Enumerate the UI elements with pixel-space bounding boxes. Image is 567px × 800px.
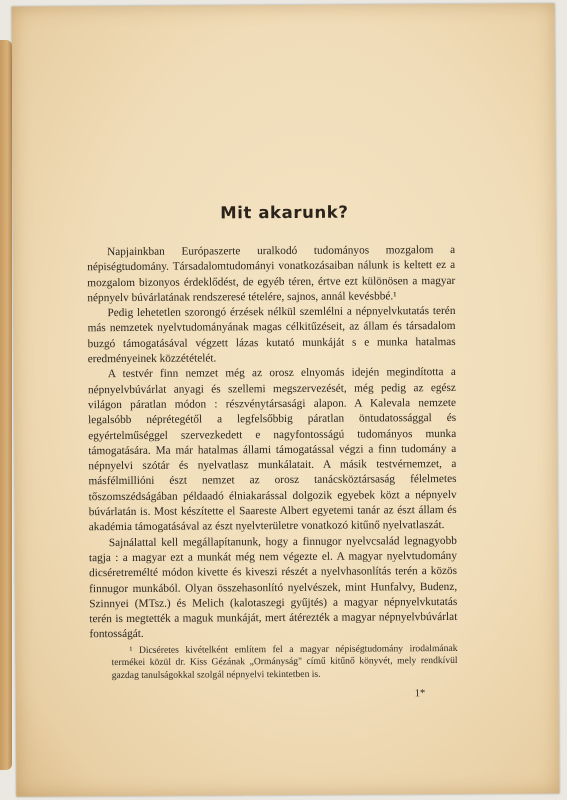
paragraph-3: A testvér finn nemzet még az orosz elnyomás idején megindította a népnyelvbúvárlat anyagi és szellemi megszervezését, még pedig az egész világon páratlan módon : részvénytársasági alapon. A Kalevala nemzete legalsóbb néprétegétől a legfelsőbbig páratlan öntudatossággal és egyértelműséggel szervezkedett e nagyfontosságú tudományos munka támogatására. Ma már hatalmas állami támogatással végzi a finn tudomány a népnyelvi szótár és nyelvatlasz munkálatait. A másik testvérnemzet, a másfélmillióni észt nemzet az orosz tanácsköztársaság félelmetes tőszomszédságában példaadó élniakarással dolgozik egyebek közt a népnyelv búvárlatán is. Most készítette el Saareste Albert egyetemi tanár az észt állam és akadémia támogatásával az észt nyelvterületre vonatkozó kitűnő nyelvatlaszát. xyxy=(87,366,457,534)
previous-page-edge xyxy=(0,40,12,770)
body-text xyxy=(87,243,457,643)
page-title: Mit akarunk? xyxy=(220,202,349,223)
footnote xyxy=(111,643,457,682)
printer-signature: 1* xyxy=(414,688,426,700)
book-page xyxy=(12,3,560,796)
paragraph-2: Pedig lehetetlen szorongó érzések nélkül szemlélni a népnyelvkutatás terén más nemzetek nyelvtudományának magas célkitűzéseit, az állam és társadalom buzgó támogatásával végzett lázas kutató munkáját s e munka hatalmas eredményeinek közzétételét. xyxy=(87,305,456,366)
paragraph-1: Napjainkban Európaszerte uralkodó tudományos mozgalom a népiségtudomány. Társadalomtudományi vonatkozásaiban nálunk is keltett ez a mozgalom bizonyos érdeklődést, de egyéb téren, értve ezt különösen a magyar népnyelv búvárlatának rendszeresé tételére, sajnos, annál kevésbbé.¹ xyxy=(87,243,456,305)
footnote-text: ¹ Dicséretes kivételként említem fel a magyar népiségtudomány irodalmának termékei közül dr. Kiss Gézának „Ormányság" című kitűnő könyvét, mely rendkívül gazdag tanulságokkal szolgál népnyelvi tekintetben is. xyxy=(111,642,458,681)
paragraph-4: Sajnálattal kell megállapítanunk, hogy a finnugor nyelvcsalád legnagyobb tagja : a magyar ezt a munkát még nem végezte el. A magyar nyelvtudomány dicséretremélté módon kivette és kiveszi részét a nyelvhasonlítás terén a közös finnugor munkából. Olyan összehasonlító nyelvészek, mint Hunfalvy, Budenz, Szinnyei (MTsz.) és Melich (kalotaszegi gyűjtés) a magyar népnyelvkutatás terén is megtették a maguk munkáját, mert átérezték a magyar népnyelvbúvárlat fontosságát. xyxy=(88,534,458,641)
